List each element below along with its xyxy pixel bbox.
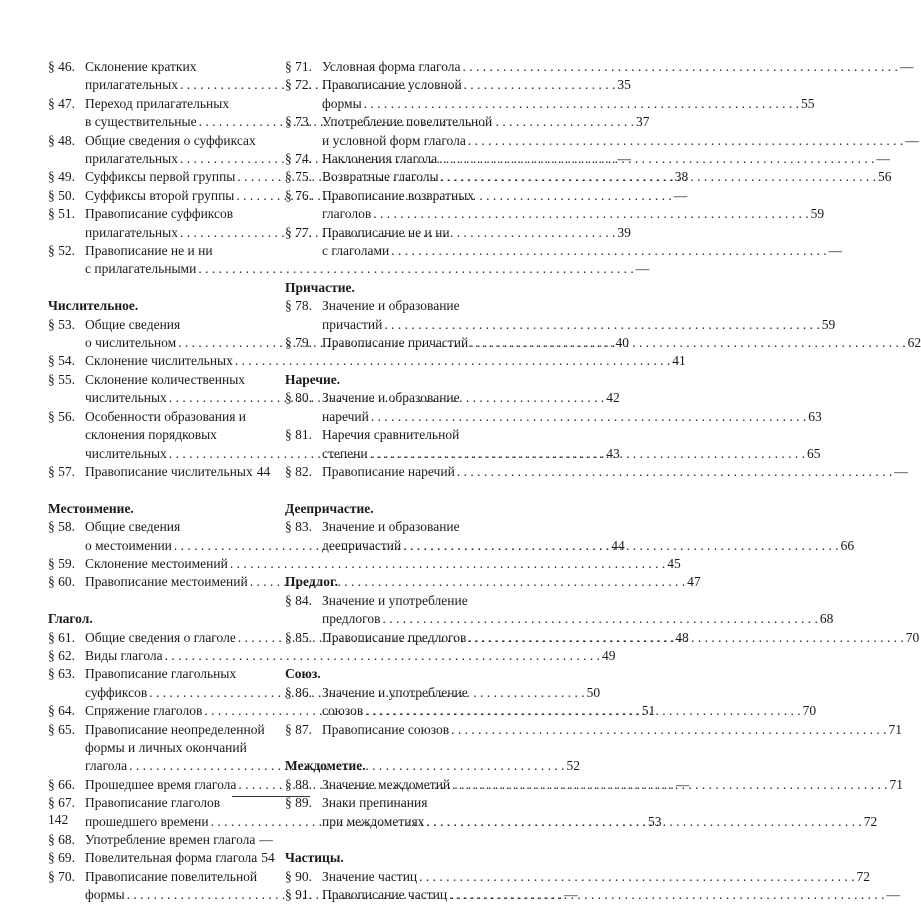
page-ref: 38 xyxy=(674,169,689,185)
toc-entry xyxy=(285,58,914,76)
entry-text: Возвратные глаголы xyxy=(322,169,439,185)
page-ref: 71 xyxy=(889,776,904,792)
entry-line xyxy=(322,408,822,426)
section-heading: Числительное. xyxy=(48,298,139,314)
entry-line xyxy=(322,242,843,260)
entry-text: с прилагательными xyxy=(85,261,197,277)
entry-title xyxy=(322,297,836,334)
page-ref: 43 xyxy=(606,445,620,461)
page-ref: — xyxy=(617,151,631,167)
section-number: § 82. xyxy=(285,463,312,479)
section-heading: Местоимение. xyxy=(48,500,134,516)
section-number: § 52. xyxy=(48,243,75,259)
leader-dots xyxy=(382,316,819,334)
section-number: § 51. xyxy=(48,206,75,222)
section-number: § 56. xyxy=(48,408,75,424)
toc-entry xyxy=(285,776,904,794)
section-number: § 91. xyxy=(285,887,312,903)
page-ref: — xyxy=(894,463,908,479)
page-ref: 72 xyxy=(856,868,871,884)
entry-text: при междометиях xyxy=(322,813,425,829)
entry-text: числительных xyxy=(85,390,167,406)
page-ref: 39 xyxy=(617,224,631,240)
toc-entry xyxy=(48,647,616,665)
page-ref: — xyxy=(828,243,843,259)
entry-line: Значение и образование xyxy=(322,390,460,406)
section-number: § 78. xyxy=(285,298,312,314)
page-ref: 49 xyxy=(602,647,616,663)
page-ref: 55 xyxy=(801,95,815,111)
section-number: § 65. xyxy=(48,721,75,737)
entry-line xyxy=(322,95,815,113)
page-ref: 59 xyxy=(810,206,825,222)
entry-line: Употребление повелительной xyxy=(322,114,493,130)
entry-text: суффиксов xyxy=(85,684,148,700)
entry-line: Наречия сравнительной xyxy=(322,427,460,443)
entry-line xyxy=(85,555,681,573)
page-ref: 66 xyxy=(840,537,855,553)
leader-dots xyxy=(461,58,898,76)
page-ref: 37 xyxy=(635,114,650,130)
entry-text: прошедшего времени xyxy=(85,813,209,829)
page-ref: 48 xyxy=(675,629,689,645)
entry-line: Значение и употребление xyxy=(322,592,468,608)
section-number: § 79. xyxy=(285,335,312,351)
entry-line xyxy=(85,831,273,849)
entry-line: формы и личных окончаний xyxy=(85,739,247,755)
entry-text: Правописание наречий xyxy=(322,463,455,479)
entry-line: Переход прилагательных xyxy=(85,95,230,111)
entry-line xyxy=(322,610,834,628)
entry-line xyxy=(322,150,890,168)
entry-title xyxy=(322,886,900,904)
leader-dots xyxy=(437,150,874,168)
entry-text: Условная форма глагола xyxy=(322,59,461,74)
entry-text: о числительном xyxy=(85,335,177,351)
entry-line xyxy=(322,58,914,76)
leader-dots xyxy=(380,610,817,628)
section-number: § 66. xyxy=(48,776,75,792)
section-number: § 90. xyxy=(285,868,312,884)
entry-text: о местоимении xyxy=(85,537,172,553)
section-number: § 62. xyxy=(48,647,75,663)
page-ref: — xyxy=(673,187,688,203)
entry-title xyxy=(85,463,271,481)
entry-title xyxy=(322,150,890,168)
section-number: § 46. xyxy=(48,59,75,74)
section-number: § 73. xyxy=(285,114,312,130)
leader-dots xyxy=(371,205,808,223)
leader-dots xyxy=(439,168,876,186)
entry-text: Правописание союзов xyxy=(322,721,450,737)
section-number: § 61. xyxy=(48,629,75,645)
entry-text: и условной форм глагола xyxy=(322,132,466,148)
section-number: § 74. xyxy=(285,151,312,167)
entry-title xyxy=(322,463,908,481)
page-ref: — xyxy=(259,832,273,848)
page-ref: — xyxy=(675,776,690,792)
entry-line: Правописание возвратных xyxy=(322,187,475,203)
section-heading: Предлог. xyxy=(285,574,338,590)
entry-title xyxy=(322,58,914,76)
page-ref: 40 xyxy=(615,335,630,351)
entry-text: прилагательных xyxy=(85,151,178,167)
entry-text: глагола xyxy=(85,758,128,774)
entry-text: Правописание частиц xyxy=(322,887,448,903)
page-ref: 62 xyxy=(907,335,921,351)
entry-line: Правописание повелительной xyxy=(85,868,258,884)
entry-line xyxy=(85,647,616,665)
entry-line: Значение и образование xyxy=(322,298,460,314)
leader-dots xyxy=(424,813,861,831)
entry-title xyxy=(322,776,904,794)
entry-text: Значение частиц xyxy=(322,868,418,884)
entry-text: Наклонения глагола xyxy=(322,151,438,167)
entry-title xyxy=(85,831,273,849)
entry-text: прилагательных xyxy=(85,77,178,93)
page-ref: 63 xyxy=(808,408,822,424)
leader-dots xyxy=(401,537,838,555)
entry-text: с глаголами xyxy=(322,243,390,259)
section-number: § 77. xyxy=(285,224,312,240)
page-ref: 68 xyxy=(819,611,834,627)
toc-entry xyxy=(48,352,686,370)
page-ref: — xyxy=(899,59,914,74)
entry-line: Склонение кратких xyxy=(85,59,197,74)
section-number: § 85. xyxy=(285,629,312,645)
page-ref: 47 xyxy=(687,574,701,590)
leader-dots xyxy=(450,776,887,794)
page-ref: 65 xyxy=(806,445,821,461)
toc-entry xyxy=(285,187,825,224)
entry-line xyxy=(85,463,271,481)
entry-line: Склонение количественных xyxy=(85,371,246,387)
toc-entry xyxy=(48,831,273,849)
toc-entry xyxy=(48,555,681,573)
entry-text: Правописание предлогов xyxy=(322,629,467,645)
page-ref: — xyxy=(905,132,919,148)
entry-text: Склонение числительных xyxy=(85,353,233,369)
entry-line: Значение и образование xyxy=(322,519,460,535)
section-heading: Частицы. xyxy=(285,850,344,866)
section-number: § 69. xyxy=(48,850,75,866)
entry-text: Общие сведения о глаголе xyxy=(85,629,236,645)
entry-line: Общие сведения xyxy=(85,316,181,332)
section-number: § 50. xyxy=(48,187,75,203)
section-number: § 70. xyxy=(48,868,75,884)
entry-text: формы xyxy=(322,95,362,111)
entry-text: деепричастий xyxy=(322,537,402,553)
entry-line: Правописание условной xyxy=(322,77,462,93)
section-number: § 80. xyxy=(285,390,312,406)
section-number: § 81. xyxy=(285,427,312,443)
section-number: § 89. xyxy=(285,795,312,811)
page-ref: 53 xyxy=(648,813,662,829)
leader-dots xyxy=(363,702,800,720)
entry-text: Правописание числительных xyxy=(85,463,253,479)
page-ref: 45 xyxy=(667,555,681,571)
entry-line xyxy=(322,132,919,150)
entry-line xyxy=(322,463,908,481)
page-ref: 41 xyxy=(672,353,686,369)
entry-line xyxy=(85,352,686,370)
page-ref: 42 xyxy=(606,390,620,406)
section-number: § 75. xyxy=(285,169,312,185)
entry-line xyxy=(85,260,650,278)
page-ref: 70 xyxy=(802,703,817,719)
leader-dots xyxy=(466,132,903,150)
entry-text: причастий xyxy=(322,316,383,332)
entry-text: формы xyxy=(85,887,125,903)
section-number: § 49. xyxy=(48,169,75,185)
entry-text: Правописание местоимений xyxy=(85,574,248,590)
entry-text: Значение междометий xyxy=(322,776,451,792)
entry-text: Склонение местоимений xyxy=(85,555,228,571)
page-ref: 44 xyxy=(611,537,625,553)
entry-text: глаголов xyxy=(322,206,372,222)
section-number: § 57. xyxy=(48,463,75,479)
section-heading: Междометие. xyxy=(285,758,366,774)
entry-text: в существительные xyxy=(85,114,197,130)
page-ref: — xyxy=(876,151,890,167)
leader-dots xyxy=(369,408,806,426)
section-number: § 48. xyxy=(48,132,75,148)
page-ref: 51 xyxy=(641,703,656,719)
entry-title xyxy=(322,868,871,886)
entry-title xyxy=(85,352,686,370)
leader-dots xyxy=(362,95,799,113)
entry-line: Правописание глагольных xyxy=(85,666,237,682)
page-ref: 50 xyxy=(586,684,601,700)
entry-text: Повелительная форма глагола xyxy=(85,850,258,866)
entry-text: Правописание причастий xyxy=(322,335,469,351)
toc-entry xyxy=(285,463,908,481)
toc-entry xyxy=(48,849,275,867)
page-ref: 35 xyxy=(617,77,631,93)
page-ref: 54 xyxy=(261,850,275,866)
section-number: § 64. xyxy=(48,703,75,719)
toc-entry xyxy=(285,150,890,168)
entry-line: Правописание не и ни xyxy=(85,243,213,259)
page-ref: 56 xyxy=(877,169,892,185)
section-number: § 88. xyxy=(285,776,312,792)
page-ref: 71 xyxy=(888,721,903,737)
section-number: § 72. xyxy=(285,77,312,93)
entry-line xyxy=(322,886,900,904)
leader-dots xyxy=(466,629,903,647)
section-number: § 83. xyxy=(285,519,312,535)
toc-entry xyxy=(285,868,871,886)
entry-text: Употребление времен глагола xyxy=(85,832,256,848)
section-number: § 84. xyxy=(285,592,312,608)
toc-entry xyxy=(285,886,900,904)
entry-text: Виды глагола xyxy=(85,647,163,663)
leader-dots xyxy=(389,242,826,260)
leader-dots xyxy=(455,463,892,481)
section-number: § 47. xyxy=(48,95,75,111)
toc-entry xyxy=(285,592,834,629)
entry-line xyxy=(322,316,836,334)
entry-line: Правописание неопределенной xyxy=(85,721,265,737)
section-number: § 54. xyxy=(48,353,75,369)
entry-line: Правописание суффиксов xyxy=(85,206,234,222)
toc-entry xyxy=(285,297,836,334)
entry-line: Общие сведения xyxy=(85,519,181,535)
entry-text: числительных xyxy=(85,445,167,461)
page-ref: 52 xyxy=(566,758,580,774)
section-heading: Деепричастие. xyxy=(285,500,374,516)
entry-line xyxy=(322,776,904,794)
entry-text: Суффиксы первой группы xyxy=(85,169,236,185)
section-number: § 87. xyxy=(285,721,312,737)
entry-text: Суффиксы второй группы xyxy=(85,187,235,203)
section-heading: Причастие. xyxy=(285,279,355,295)
entry-text: прилагательных xyxy=(85,224,178,240)
section-number: § 86. xyxy=(285,684,312,700)
section-heading: Союз. xyxy=(285,666,321,682)
entry-title xyxy=(322,592,834,629)
leader-dots xyxy=(368,445,805,463)
entry-line: склонения порядковых xyxy=(85,427,217,443)
footer-rule xyxy=(232,796,310,797)
entry-line: Знаки препинания xyxy=(322,795,428,811)
leader-dots xyxy=(417,868,854,886)
page-ref: 72 xyxy=(863,813,878,829)
entry-title xyxy=(85,647,616,665)
entry-line: Правописание глаголов xyxy=(85,795,221,811)
section-number: § 53. xyxy=(48,316,75,332)
toc-entry xyxy=(285,721,903,739)
entry-title xyxy=(85,555,681,573)
entry-text: Спряжение глаголов xyxy=(85,703,203,719)
section-number: § 60. xyxy=(48,574,75,590)
entry-text: союзов xyxy=(322,703,364,719)
entry-line: Правописание не и ни xyxy=(322,224,450,240)
leader-dots xyxy=(449,721,886,739)
page-ref: — xyxy=(635,261,650,277)
section-number: § 76. xyxy=(285,187,312,203)
entry-line xyxy=(322,721,903,739)
page-ref: 59 xyxy=(821,316,836,332)
entry-title xyxy=(85,849,275,867)
section-number: § 68. xyxy=(48,832,75,848)
entry-text: Прошедшее время глагола xyxy=(85,776,237,792)
page-ref: — xyxy=(564,887,578,903)
section-number: § 58. xyxy=(48,519,75,535)
page-ref: — xyxy=(886,887,900,903)
section-heading: Наречие. xyxy=(285,371,341,387)
entry-line: Значение и употребление xyxy=(322,684,468,700)
entry-line xyxy=(322,205,825,223)
entry-text: предлогов xyxy=(322,611,381,627)
entry-text: степени xyxy=(322,445,368,461)
entry-title xyxy=(322,187,825,224)
leader-dots xyxy=(468,334,905,352)
section-number: § 71. xyxy=(285,59,312,74)
toc-entry xyxy=(48,463,271,481)
section-number: § 63. xyxy=(48,666,75,682)
section-heading: Глагол. xyxy=(48,611,93,627)
leader-dots xyxy=(447,886,884,904)
section-number: § 55. xyxy=(48,371,75,387)
section-number: § 67. xyxy=(48,795,75,811)
entry-line xyxy=(85,849,275,867)
entry-text: наречий xyxy=(322,408,369,424)
entry-line: Общие сведения о суффиксах xyxy=(85,132,256,148)
page-number: 142 xyxy=(48,812,69,827)
page-ref: 70 xyxy=(905,629,920,645)
section-number: § 59. xyxy=(48,555,75,571)
entry-line: Особенности образования и xyxy=(85,408,247,424)
entry-title xyxy=(322,721,903,739)
page-ref: 44 xyxy=(256,463,271,479)
entry-line xyxy=(322,868,871,886)
